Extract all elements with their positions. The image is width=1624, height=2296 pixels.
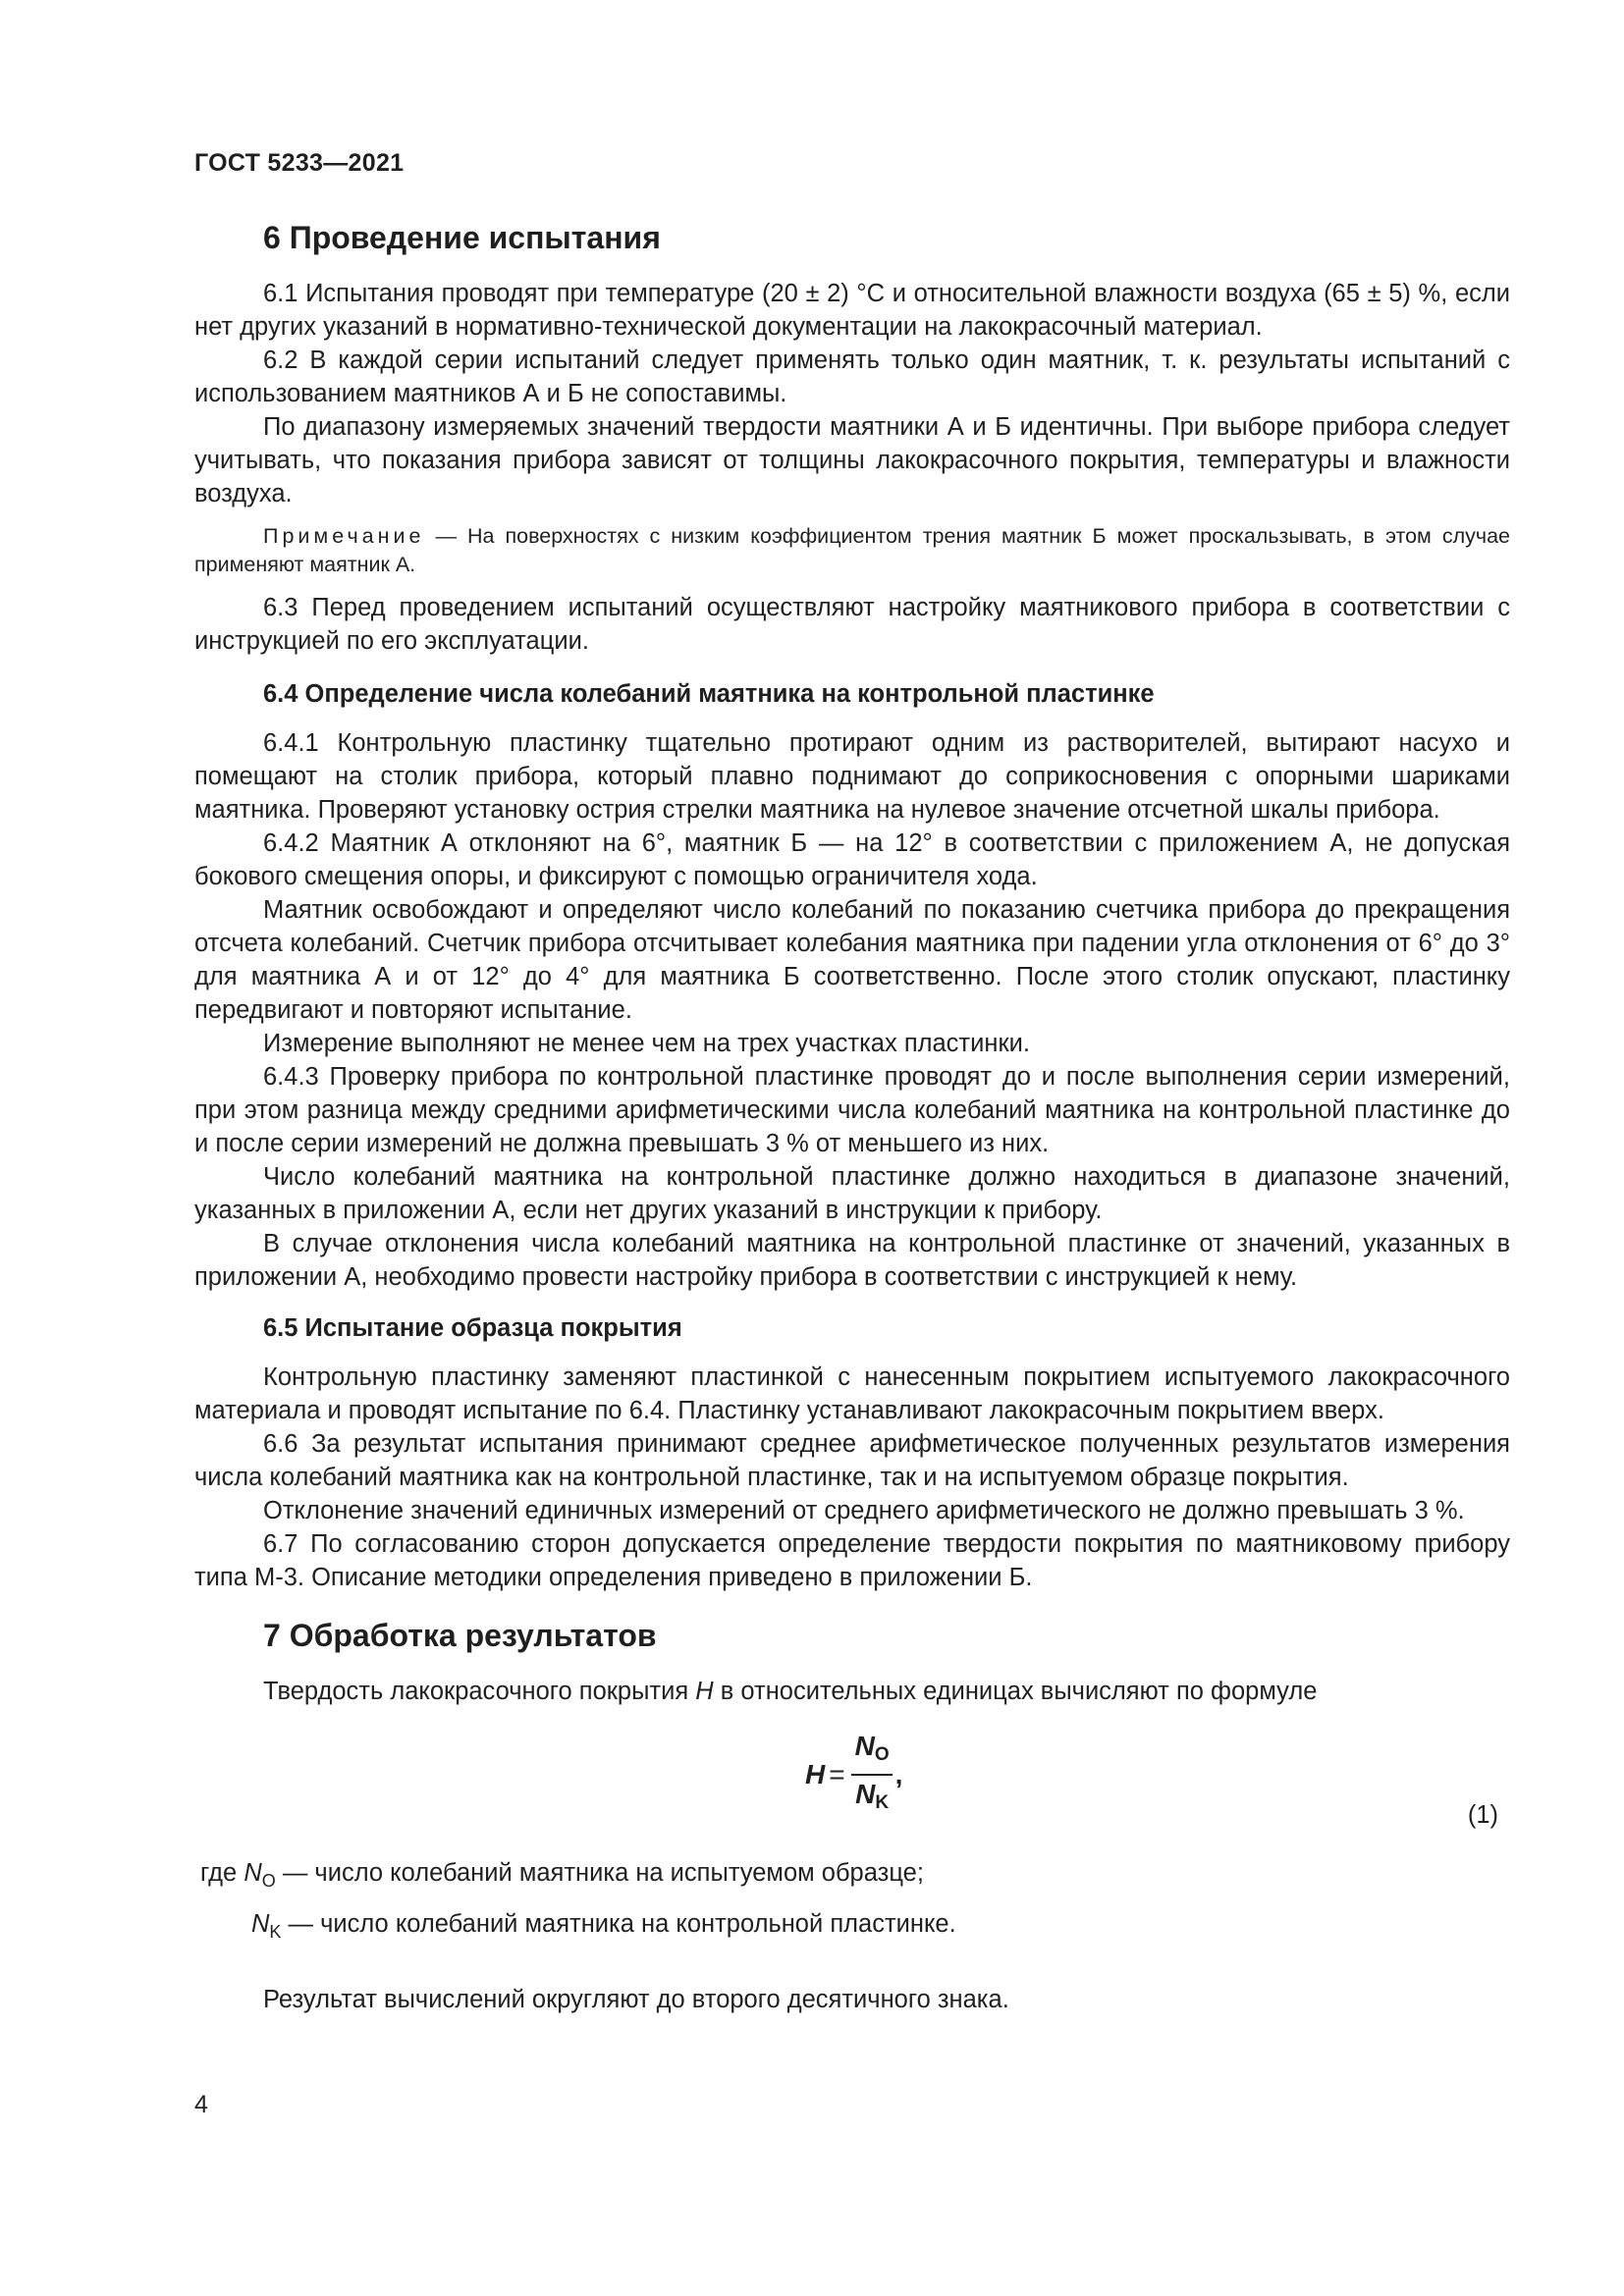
section-6-5-title: 6.5 Испытание образца покрытия — [263, 1314, 682, 1342]
section-6-4-title: 6.4 Определение числа колебаний маятника на контрольной пластинке — [263, 680, 1155, 708]
document-header: ГОСТ 5233—2021 — [194, 149, 405, 177]
where-block — [194, 1851, 1510, 1953]
formula-comma: , — [894, 1759, 903, 1789]
paragraph-6-4-3-range: Число колебаний маятника на контрольной пластинке должно находиться в диапазоне значений, указанных в приложении А, если нет других указаний в инструкции к прибору. — [194, 1163, 1510, 1224]
formula-numerator: $N_O$ — [854, 1731, 890, 1765]
symbol-h: H — [695, 1678, 714, 1705]
rounding-note: Результат вычислений округляют до второго десятичного знака. — [263, 1986, 1009, 2013]
page-content — [194, 218, 1510, 2016]
formula-lhs: H — [805, 1759, 826, 1789]
equation-number: (1) — [1467, 1801, 1498, 1829]
section-6-title: 6 Проведение испытания — [263, 220, 661, 255]
formula-intro: Твердость лакокрасочного покрытия H в относительных единицах вычисляют по формуле — [263, 1678, 1318, 1705]
hardness-formula — [805, 1730, 902, 1820]
paragraph-6-7: 6.7 По согласованию сторон допускается определение твердости покрытия по маятниковому прибору типа М-3. Описание методики определения приведено в приложении Б. — [194, 1530, 1510, 1591]
paragraph-6-6: 6.6 За результат испытания принимают среднее арифметическое полученных результатов измерения числа колебаний маятника как на контрольной пластинке, так и на испытуемом образце покрытия. — [194, 1430, 1510, 1491]
paragraph-6-4-2-measure: Измерение выполняют не менее чем на трех участках пластинки. — [263, 1030, 1030, 1057]
where-row: где $N_O$ — число колебаний маятника на испытуемом образце; — [200, 1859, 924, 1891]
section-7-title: 7 Обработка результатов — [263, 1618, 657, 1653]
paragraph-6-1: 6.1 Испытания проводят при температуре (20 ± 2) °С и относительной влажности воздуха (65 ± 5) %, если нет других указаний в нормативно-технической документации на лакокрасочный материал. — [194, 280, 1510, 341]
note-label: Примечание — [263, 524, 425, 548]
paragraph-6-4-3: 6.4.3 Проверку прибора по контрольной пластинке проводят до и после выполнения серии измерений, при этом разница между средними арифметическими числа колебаний маятника на контрольной пластинке до и после серии измерений не должна превышать 3 % от меньшего из них. — [194, 1063, 1510, 1157]
paragraph-6-2: 6.2 В каждой серии испытаний следует применять только один маятник, т. к. результаты испытаний с использованием маятников А и Б не сопоставимы. — [194, 347, 1510, 407]
note-text: — На поверхностях с низким коэффициентом трения маятник Б может проскальзывать, в этом случае применяют маятник А. — [194, 524, 1510, 576]
note — [194, 522, 1510, 579]
formula-block — [194, 1730, 1510, 1847]
formula-fraction — [851, 1730, 893, 1820]
where-row: $N_K$ — число колебаний маятника на контрольной пластинке. — [251, 1910, 956, 1942]
formula-equals: = — [829, 1759, 845, 1789]
paragraph-6-4-3-deviation: В случае отклонения числа колебаний маятника на контрольной пластинке от значений, указанных в приложении А, необходимо провести настройку прибора в соответствии с инструкцией к нему. — [194, 1230, 1510, 1291]
page-number: 4 — [194, 2091, 208, 2118]
paragraph-6-6-deviation: Отклонение значений единичных измерений от среднего арифметического не должно превышать 3 %. — [263, 1497, 1465, 1524]
paragraph-6-2-cont: По диапазону измеряемых значений твердости маятники А и Б идентичны. При выборе прибора следует учитывать, что показания прибора зависят от толщины лакокрасочного покрытия, температуры и влажности воздуха. — [194, 413, 1510, 507]
paragraph-6-5: Контрольную пластинку заменяют пластинкой с нанесенным покрытием испытуемого лакокрасочного материала и проводят испытание по 6.4. Пластинку устанавливают лакокрасочным покрытием вверх. — [194, 1363, 1510, 1424]
paragraph-6-4-2: 6.4.2 Маятник А отклоняют на 6°, маятник Б — на 12° в соответствии с приложением А, не допуская бокового смещения опоры, и фиксируют с помощью ограничителя хода. — [194, 829, 1510, 890]
formula-denominator: $N_K$ — [851, 1774, 893, 1820]
paragraph-6-3: 6.3 Перед проведением испытаний осуществляют настройку маятникового прибора в соответствии с инструкцией по его эксплуатации. — [194, 594, 1510, 655]
paragraph-6-4-1: 6.4.1 Контрольную пластинку тщательно протирают одним из растворителей, вытирают насухо и помещают на столик прибора, который плавно поднимают до соприкосновения с опорными шариками маятника. Проверяют установку острия стрелки маятника на нулевое значение отсчетной шкалы прибора. — [194, 729, 1510, 824]
paragraph-6-4-2-cont: Маятник освобождают и определяют число колебаний по показанию счетчика прибора до прекращения отсчета колебаний. Счетчик прибора отсчитывает колебания маятника при падении угла отклонения от 6° до 3° для маятника А и от 12° до 4° для маятника Б соответственно. После этого столик опускают, пластинку передвигают и повторяют испытание. — [194, 896, 1510, 1024]
